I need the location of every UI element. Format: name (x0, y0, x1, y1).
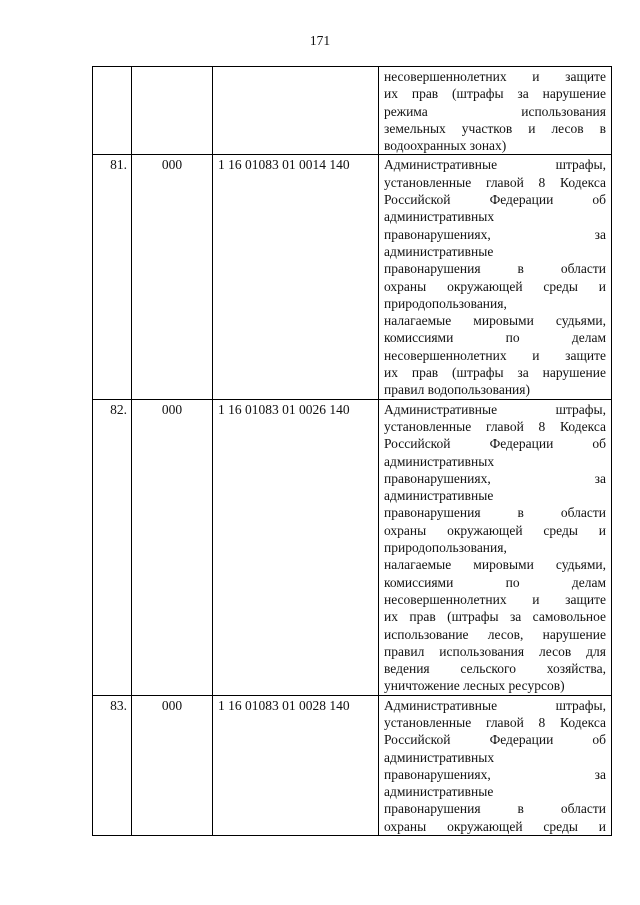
description-line: Административные штрафы, (384, 157, 606, 173)
description-line: охраны окружающей среды и (384, 278, 606, 294)
description-line: административных (384, 749, 495, 765)
description-line: установленные главой 8 Кодекса (384, 174, 606, 190)
admin-code: 000 (132, 695, 213, 835)
description-line: режима использования (384, 103, 606, 119)
description-line: правонарушения в области (384, 801, 606, 817)
table-body (93, 67, 612, 836)
description-line: установленные главой 8 Кодекса (384, 714, 606, 730)
description-line: административные (384, 243, 494, 259)
description-line: правонарушениях, за (384, 766, 606, 782)
description-line: Административные штрафы, (384, 697, 606, 713)
description-line: несовершеннолетних и защите (384, 347, 606, 363)
description-line: несовершеннолетних и защите (384, 591, 606, 607)
description-line: правил водопользования) (384, 382, 530, 398)
row-number: 83. (93, 695, 132, 835)
description-line: их прав (штрафы за самовольное (384, 609, 606, 625)
revenue-description (379, 67, 612, 155)
description-line: охраны окружающей среды и (384, 818, 606, 834)
description-line: комиссиями по делам (384, 330, 606, 346)
description-line: административных (384, 453, 495, 469)
description-line: Российской Федерации об (384, 192, 606, 208)
description-line: комиссиями по делам (384, 574, 606, 590)
admin-code (132, 67, 213, 155)
revenue-description (379, 399, 612, 695)
table-row (93, 399, 612, 695)
description-line: Российской Федерации об (384, 732, 606, 748)
description-line: административные (384, 488, 494, 504)
description-line: уничтожение лесных ресурсов) (384, 678, 565, 694)
budget-classification-code: 1 16 01083 01 0028 140 (213, 695, 379, 835)
description-line: водоохранных зонах) (384, 138, 507, 154)
admin-code: 000 (132, 399, 213, 695)
row-number: 82. (93, 399, 132, 695)
description-line: природопользования, (384, 295, 507, 311)
description-line: правонарушениях, за (384, 470, 606, 486)
budget-classification-code: 1 16 01083 01 0014 140 (213, 155, 379, 399)
description-line: их прав (штрафы за нарушение (384, 86, 606, 102)
description-line: правонарушениях, за (384, 226, 606, 242)
budget-classification-code: 1 16 01083 01 0026 140 (213, 399, 379, 695)
budget-classification-code (213, 67, 379, 155)
description-line: природопользования, (384, 540, 507, 556)
description-line: административных (384, 209, 495, 225)
row-number: 81. (93, 155, 132, 399)
description-line: налагаемые мировыми судьями, (384, 313, 606, 329)
description-line: Российской Федерации об (384, 436, 606, 452)
description-line: административные (384, 784, 494, 800)
description-line: правонарушения в области (384, 261, 606, 277)
description-line: земельных участков и лесов в (384, 120, 606, 136)
revenue-description (379, 695, 612, 835)
description-line: правонарушения в области (384, 505, 606, 521)
description-line: несовершеннолетних и защите (384, 69, 606, 84)
page-number: 171 (309, 33, 331, 48)
table-row (93, 67, 612, 155)
description-line: их прав (штрафы за нарушение (384, 365, 606, 381)
description-line: охраны окружающей среды и (384, 522, 606, 538)
description-line: правил использования лесов для (384, 643, 606, 659)
table-row (93, 155, 612, 399)
description-line: установленные главой 8 Кодекса (384, 418, 606, 434)
budget-codes-table (92, 66, 612, 836)
table-row (93, 695, 612, 835)
description-line: ведения сельского хозяйства, (384, 661, 606, 677)
description-line: Административные штрафы, (384, 401, 606, 417)
admin-code: 000 (132, 155, 213, 399)
row-number (93, 67, 132, 155)
description-line: налагаемые мировыми судьями, (384, 557, 606, 573)
description-line: использование лесов, нарушение (384, 626, 606, 642)
revenue-description (379, 155, 612, 399)
